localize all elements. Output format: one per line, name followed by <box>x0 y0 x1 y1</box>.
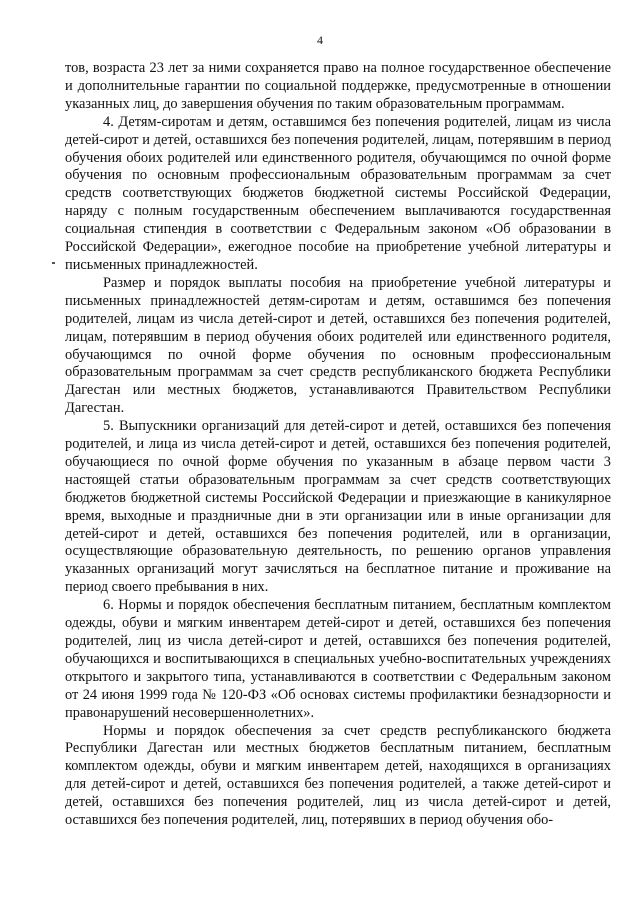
paragraph-item-5: 5. Выпускники организаций для детей-сирот и детей, оставшихся без попечения родителей, и лица из числа детей-сирот и детей, оставшихся без попечения родителей, обучающиеся по очной форме обучения по указанным в абзаце первом части 3 настоящей статьи образовательным программам за счет средств соответствующих бюджетов бюджетной системы Российской Федерации и приезжающие в каникулярное время, выходные и праздничные дни в эти организации или в иные организации для детей-сирот и детей, оставшихся без попечения родителей, или в организации, осуществляющие образовательную деятельность, по решению органов управления указанных организаций могут зачисляться на бесплатное питание и проживание на период своего пребывания в них. <box>65 418 611 596</box>
paragraph-provision-norms: Нормы и порядок обеспечения за счет средств республиканского бюджета Республики Дагестан или местных бюджетов бесплатным питанием, бесплатным комплектом одежды, обуви и мягким инвентарем детей, находящихся в организациях для детей-сирот и детей, оставшихся без попечения родителей, а также детей-сирот и детей, оставшихся без попечения родителей, лиц из числа детей-сирот и детей, оставшихся без попечения родителей, лиц, потерявших в период обучения обо- <box>65 722 611 829</box>
paragraph-continuation: тов, возраста 23 лет за ними сохраняется право на полное государственное обеспечение и дополнительные гарантии по социальной поддержке, предусмотренные в отношении указанных лиц, до завершения обучения по таким образовательным программам. <box>65 60 611 112</box>
paragraph-allowance-rules: Размер и порядок выплаты пособия на приобретение учебной литературы и письменных принадлежностей детям-сиротам и детям, оставшимся без попечения родителей, лицам из числа детей-сирот и детей, оставшихся без попечения родителей, лицам, потерявшим в период обучения обоих родителей или единственного родителя, обучающимся по очной форме обучения по основным профессиональным образовательным программам за счет средств республиканского бюджета Республики Дагестан или местных бюджетов, устанавливаются Правительством Республики Дагестан. <box>65 274 611 417</box>
paragraph-item-4: 4. Детям-сиротам и детям, оставшимся без попечения родителей, лицам из числа детей-сирот и детей, оставшихся без попечения родителей, лицам, потерявшим в период обучения обоих родителей или единственного родителя, обучающимся по очной форме обучения по основным профессиональным образовательным программам за счет средств соответствующих бюджетов бюджетной системы Российской Федерации, наряду с полным государственным обеспечением выплачиваются государственная социальная стипендия в соответствии с Федеральным законом «Об образовании в Российской Федерации», ежегодное пособие на приобретение учебной литературы и письменных принадлежностей. <box>65 113 611 273</box>
page-number: 4 <box>317 33 323 47</box>
margin-mark <box>52 262 55 264</box>
document-body <box>65 60 611 830</box>
paragraph-item-6: 6. Нормы и порядок обеспечения бесплатным питанием, бесплатным комплектом одежды, обуви и мягким инвентарем детей-сирот и детей, оставшихся без попечения родителей, лиц из числа детей-сирот и детей, оставшихся без попечения родителей, обучающихся и воспитывающихся в специальных учебно-воспитательных учреждениях открытого и закрытого типа, устанавливаются в соответствии с Федеральным законом от 24 июня 1999 года № 120-ФЗ «Об основах системы профилактики безнадзорности и правонарушений несовершеннолетних». <box>65 597 611 721</box>
